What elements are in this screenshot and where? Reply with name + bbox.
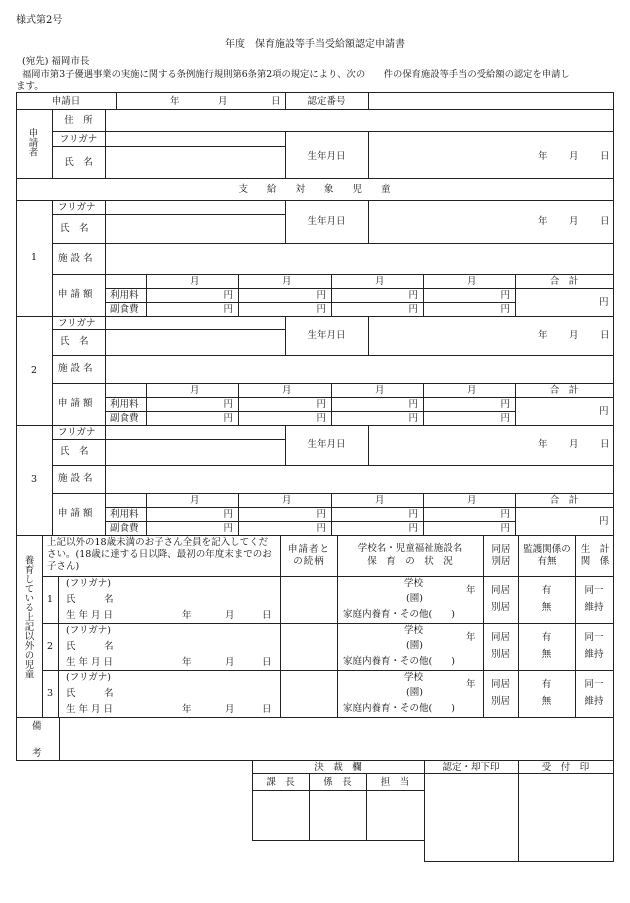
child-3-name-label: 氏 名 [60,446,89,457]
other-child-2-school-year: 年 [466,632,476,643]
other-child-3-birth-year: 年 [182,704,192,715]
other-child-3-number: 3 [46,688,54,699]
child-3-birthdate-label: 生年月日 [307,439,346,450]
child-1-facility-label: 施 設 名 [58,253,93,264]
addressee: (宛先) 福岡市長 [22,56,90,67]
other-child-2-same[interactable]: 同一 [584,632,604,643]
child-1-meal-yen-4: 円 [500,304,510,315]
intro-line-2: ます。 [16,81,44,92]
other-child-2-maintain[interactable]: 維持 [584,649,604,660]
other-child-3-home-care-label: 家庭内養育・その他( ) [343,703,455,714]
target-children-title: 支 給 対 象 児 童 [238,184,391,195]
other-child-3-birth-month: 月 [225,704,235,715]
child-2-total-yen: 円 [599,406,609,417]
other-child-2-name-label: 氏 名 [66,641,114,652]
livelihood-header: 生 計関 係 [580,544,610,567]
child-2-month-header-3: 月 [375,385,385,396]
child-3-month-header-3: 月 [375,495,385,506]
other-child-2-custody-yes[interactable]: 有 [541,632,552,643]
child-2-usage-yen-1: 円 [223,399,233,410]
other-child-3-birth-day: 日 [262,704,272,715]
child-3-name-field[interactable] [106,440,285,465]
other-child-1-custody-no[interactable]: 無 [541,602,552,613]
other-children-section-label: 養育している上記以外の児童 [22,555,34,679]
child-2-usage-yen-3: 円 [408,399,418,410]
other-children-instruction: 上記以外の18歳未満のお子さん全員を記入してください。(18歳に達する日以降、最初の年度末までのお子さん) [47,537,272,572]
school-header-line2: 保 育 の 状 況 [367,556,453,567]
child-3-meal-yen-2: 円 [316,523,326,534]
child-1-usage-label: 利用料 [110,290,139,301]
other-child-1-same[interactable]: 同一 [584,585,604,596]
child-2-meal-yen-3: 円 [408,413,418,424]
child-3-total-yen: 円 [599,516,609,527]
child-2-name-label: 氏 名 [60,336,89,347]
child-3-month-header-1: 月 [190,495,200,506]
child-1-birthdate-label: 生年月日 [307,216,346,227]
other-child-3-school-label: 学校 [404,672,424,683]
other-child-1-birth-year: 年 [182,610,192,621]
applicant-birth-month: 月 [569,151,579,162]
child-2-amount-label: 申 請 額 [58,398,93,409]
child-3-number: 3 [30,474,38,485]
other-child-1-birthdate-label: 生 年 月 日 [66,610,114,621]
other-child-2-nursery-label: (園) [406,640,423,651]
applicant-birth-year: 年 [538,151,548,162]
other-child-3-custody-yes[interactable]: 有 [541,679,552,690]
unit-chief-label: 係 長 [323,777,352,788]
other-child-3-custody-no[interactable]: 無 [541,696,552,707]
child-1-usage-yen-1: 円 [223,290,233,301]
child-3-furigana-label: フリガナ [58,427,96,438]
other-child-1-school-year: 年 [466,585,476,596]
child-3-meal-yen-4: 円 [500,523,510,534]
other-child-2-birth-year: 年 [182,657,192,668]
other-child-1-maintain[interactable]: 維持 [584,602,604,613]
other-child-1-relation-field[interactable] [281,577,337,623]
child-2-month-header-2: 月 [282,385,292,396]
child-1-month-header-4: 月 [467,276,477,287]
child-3-month-header-4: 月 [467,495,477,506]
applicant-furigana-field[interactable] [106,132,285,146]
other-child-1-custody-yes[interactable]: 有 [541,585,552,596]
other-child-3-birthdate-label: 生 年 月 日 [66,704,114,715]
child-2-name-field[interactable] [106,330,285,355]
cert-number-label: 認定番号 [307,96,346,107]
other-child-2-furigana-label: (フリガナ) [66,625,111,636]
child-3-birth-year: 年 [538,439,548,450]
child-2-number: 2 [30,365,38,376]
child-3-usage-yen-2: 円 [316,509,326,520]
app-day-label: 日 [271,96,281,107]
cert-stamp-label: 認定・却下印 [442,762,500,773]
remarks-field[interactable] [60,718,613,760]
child-2-usage-yen-4: 円 [500,399,510,410]
child-2-birth-year: 年 [538,330,548,341]
applicant-address-field[interactable] [106,110,613,131]
child-1-usage-yen-4: 円 [500,290,510,301]
other-child-2-custody-no[interactable]: 無 [541,649,552,660]
other-child-2-birth-day: 日 [262,657,272,668]
applicant-name-field[interactable] [106,147,285,178]
child-1-month-header-3: 月 [375,276,385,287]
app-year-label: 年 [170,96,180,107]
child-1-total-label: 合 計 [549,276,579,287]
other-child-3-cohabit[interactable]: 同居 [490,679,510,690]
other-child-1-home-care-label: 家庭内養育・その他( ) [343,609,455,620]
applicant-furigana-label: フリガナ [59,134,98,145]
other-child-1-birth-month: 月 [225,610,235,621]
child-3-month-header-2: 月 [282,495,292,506]
cert-number-field[interactable] [369,93,613,109]
child-2-meal-yen-2: 円 [316,413,326,424]
child-1-meal-yen-2: 円 [316,304,326,315]
child-2-facility-field[interactable] [106,356,613,383]
other-child-1-number: 1 [46,594,54,605]
child-3-facility-label: 施 設 名 [58,473,93,484]
other-child-2-separate[interactable]: 別居 [490,649,510,660]
other-child-1-nursery-label: (園) [406,593,423,604]
child-2-furigana-label: フリガナ [58,318,96,329]
child-3-usage-yen-3: 円 [408,509,418,520]
child-2-total-label: 合 計 [549,385,579,396]
decision-label: 決 裁 欄 [314,762,362,773]
other-child-3-furigana-label: (フリガナ) [66,672,111,683]
applicant-birth-day: 日 [600,151,610,162]
applicant-address-label: 住 所 [64,115,93,126]
child-3-meal-yen-3: 円 [408,523,418,534]
child-1-birth-month: 月 [569,216,579,227]
child-3-facility-field[interactable] [106,466,613,493]
child-1-facility-field[interactable] [106,244,613,274]
child-1-amount-label: 申 請 額 [58,289,93,300]
other-child-3-maintain[interactable]: 維持 [584,696,604,707]
app-month-label: 月 [218,96,228,107]
other-child-3-nursery-label: (園) [406,687,423,698]
child-3-amount-label: 申 請 額 [58,508,93,519]
applicant-birthdate-label: 生年月日 [307,151,346,162]
child-2-birth-day: 日 [600,330,610,341]
child-1-furigana-label: フリガナ [58,202,96,213]
other-child-2-home-care-label: 家庭内養育・その他( ) [343,656,455,667]
other-child-3-name-label: 氏 名 [66,688,114,699]
child-2-furigana-field[interactable] [106,317,285,329]
other-child-1-separate[interactable]: 別居 [490,602,510,613]
applicant-name-label: 氏 名 [64,157,93,168]
form-number: 様式第2号 [16,15,63,26]
applicant-section-label: 申請者 [26,128,38,157]
custody-header: 監護関係の有無 [523,544,571,567]
child-1-number: 1 [30,252,38,263]
child-3-meal-yen-1: 円 [223,523,233,534]
section-chief-label: 課 長 [266,777,295,788]
child-3-usage-label: 利用料 [110,509,139,520]
child-1-birth-year: 年 [538,216,548,227]
child-2-month-header-1: 月 [190,385,200,396]
other-child-2-birthdate-label: 生 年 月 日 [66,657,114,668]
other-child-1-cohabit[interactable]: 同居 [490,585,510,596]
child-1-meal-yen-3: 円 [408,304,418,315]
child-2-meal-yen-4: 円 [500,413,510,424]
child-1-birth-day: 日 [600,216,610,227]
child-3-birth-day: 日 [600,439,610,450]
child-3-meal-label: 副食費 [110,523,139,534]
intro-line-1: 福岡市第3子優遇事業の実施に関する条例施行規則第6条第2項の規定により、次の 件の保育施設等手当の受給額の認定を申請し [22,69,570,80]
child-2-month-header-4: 月 [467,385,477,396]
child-1-month-header-2: 月 [282,276,292,287]
other-child-3-relation-field[interactable] [281,671,337,717]
child-2-usage-label: 利用料 [110,399,139,410]
child-2-meal-yen-1: 円 [223,413,233,424]
remarks-label-2: 考 [32,748,42,759]
child-1-meal-label: 副食費 [110,304,139,315]
child-1-name-field[interactable] [106,215,285,243]
child-1-name-label: 氏 名 [60,223,89,234]
child-1-meal-yen-1: 円 [223,304,233,315]
relation-header: 申請者との続柄 [287,544,330,567]
child-2-birth-month: 月 [569,330,579,341]
other-child-1-birth-day: 日 [262,610,272,621]
other-child-3-school-year: 年 [466,679,476,690]
child-1-total-yen: 円 [599,297,609,308]
other-child-1-name-label: 氏 名 [66,594,114,605]
child-3-furigana-field[interactable] [106,426,285,439]
child-3-birth-month: 月 [569,439,579,450]
other-child-2-number: 2 [46,641,54,652]
other-child-1-school-label: 学校 [404,578,424,589]
other-child-3-same[interactable]: 同一 [584,679,604,690]
child-1-usage-yen-3: 円 [408,290,418,301]
remarks-label-1: 備 [32,721,42,732]
cohabit-header: 同居別居 [491,544,511,567]
other-child-3-separate[interactable]: 別居 [490,696,510,707]
child-2-birthdate-label: 生年月日 [307,330,346,341]
child-3-usage-yen-4: 円 [500,509,510,520]
child-3-usage-yen-1: 円 [223,509,233,520]
staff-label: 担 当 [380,777,410,788]
other-child-2-relation-field[interactable] [281,624,337,670]
application-date-label: 申請日 [51,96,81,107]
child-2-usage-yen-2: 円 [316,399,326,410]
other-child-2-school-label: 学校 [404,625,424,636]
child-1-furigana-field[interactable] [106,201,285,214]
child-1-month-header-1: 月 [190,276,200,287]
school-header-line1: 学校名・児童福祉施設名 [357,543,463,554]
child-2-facility-label: 施 設 名 [58,363,93,374]
child-1-usage-yen-2: 円 [316,290,326,301]
other-child-1-furigana-label: (フリガナ) [66,578,111,589]
form-title: 年度 保育施設等手当受給額認定申請書 [225,39,405,50]
child-2-meal-label: 副食費 [110,413,139,424]
other-child-2-cohabit[interactable]: 同居 [490,632,510,643]
other-child-2-birth-month: 月 [225,657,235,668]
child-3-total-label: 合 計 [549,495,579,506]
receipt-stamp-label: 受 付 印 [541,762,590,773]
